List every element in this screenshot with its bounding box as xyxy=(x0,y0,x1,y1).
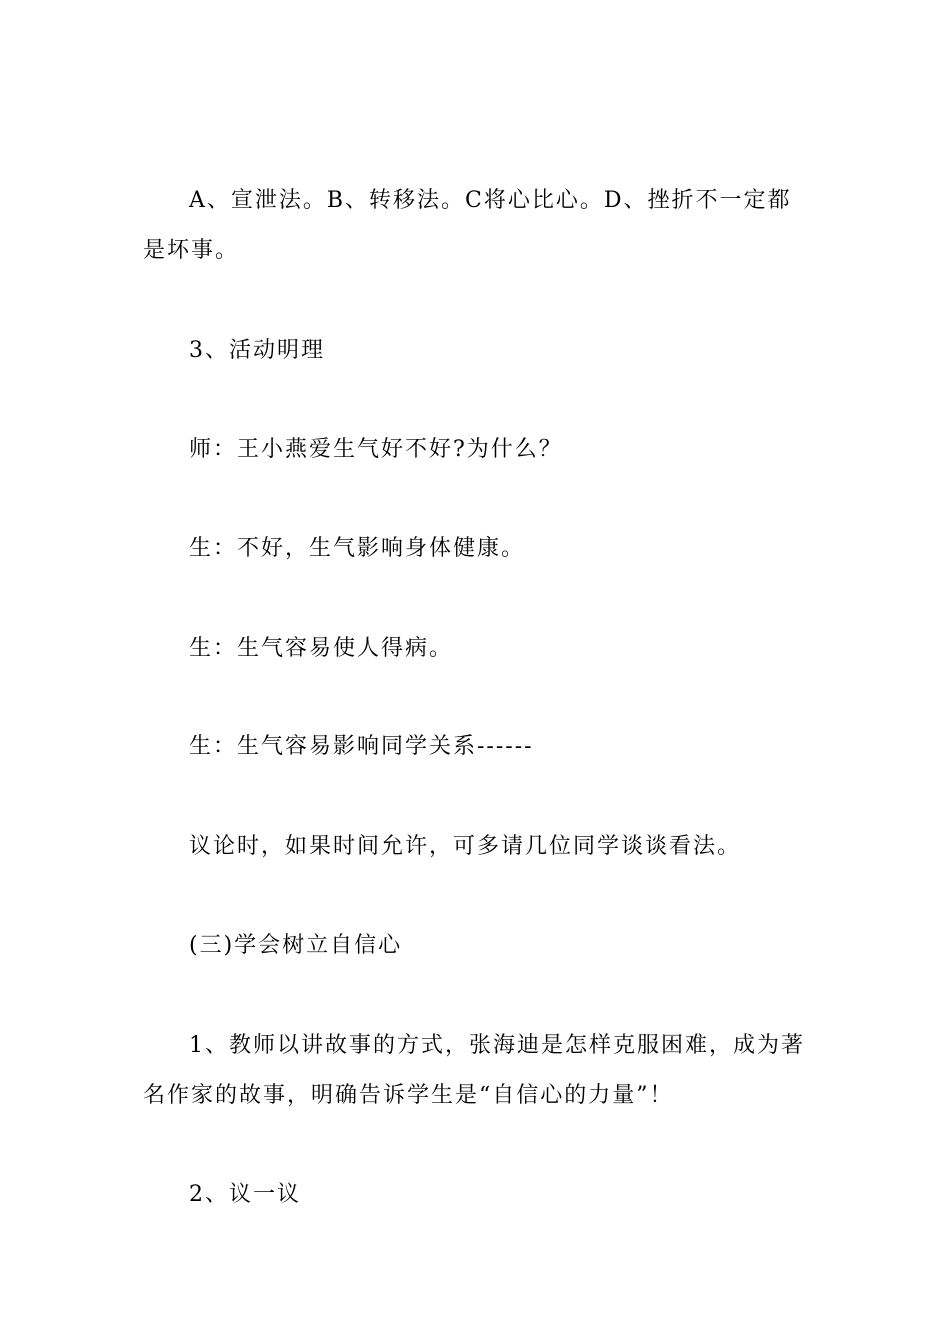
paragraph-discussion-note: 议论时，如果时间允许，可多请几位同学谈谈看法。 xyxy=(189,834,742,859)
paragraph-student-answer-2: 生：生气容易使人得病。 xyxy=(189,636,454,661)
paragraph-story: 1、教师以讲故事的方式，张海迪是怎样克服困难，成为著名作家的故事，明确告诉学生是“自信心的力量”！ xyxy=(143,1033,805,1108)
section-heading-confidence: (三)学会树立自信心 xyxy=(189,933,403,958)
paragraph-methods: A、宣泄法。B、转移法。C将心比心。D、挫折不一定都是坏事。 xyxy=(143,188,792,263)
paragraph-student-answer-3: 生：生气容易影响同学关系------ xyxy=(189,734,534,759)
heading-activity: 3、活动明理 xyxy=(189,338,325,363)
paragraph-student-answer-1: 生：不好，生气影响身体健康。 xyxy=(189,536,526,561)
paragraph-teacher-question: 师：王小燕爱生气好不好?为什么？ xyxy=(189,437,563,462)
heading-discuss: 2、议一议 xyxy=(189,1182,301,1207)
